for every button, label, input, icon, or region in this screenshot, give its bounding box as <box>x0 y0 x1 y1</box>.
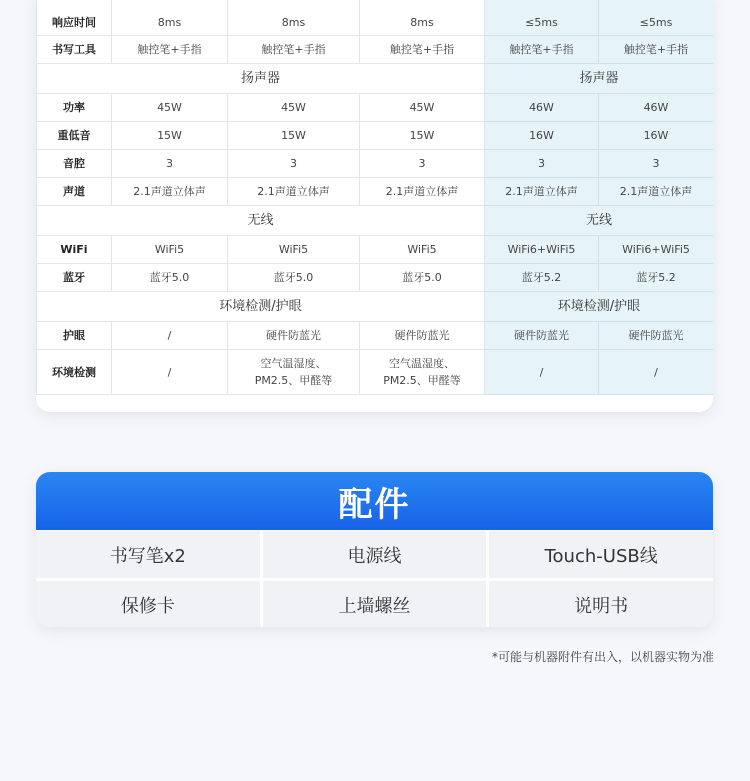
table-row-bluetooth <box>37 264 714 292</box>
section-row-eye <box>37 292 714 322</box>
table-row-bass <box>37 122 714 150</box>
cell: WiFi5 <box>360 236 485 264</box>
table-row-writing-tool <box>37 36 714 64</box>
accessory-item: 电源线 <box>263 531 487 578</box>
table-row-env <box>37 350 714 395</box>
cell-line: 空气温湿度、 <box>389 357 455 370</box>
cell: 蓝牙5.0 <box>112 264 228 292</box>
accessory-item: 书写笔x2 <box>36 531 260 578</box>
row-label: 书写工具 <box>37 36 112 64</box>
cell: 触控笔+手指 <box>485 36 599 64</box>
cell: 3 <box>228 150 360 178</box>
cell: 15W <box>228 122 360 150</box>
cell: 硬件防蓝光 <box>599 322 714 350</box>
cell: 15W <box>112 122 228 150</box>
section-title: 扬声器 <box>485 64 714 94</box>
accessory-item: 说明书 <box>489 581 713 627</box>
section-title: 无线 <box>485 206 714 236</box>
cell: 3 <box>485 150 599 178</box>
row-label: 响应时间 <box>37 0 112 36</box>
table-row-cavity <box>37 150 714 178</box>
spec-table <box>36 0 713 395</box>
cell: 3 <box>599 150 714 178</box>
accessories-header <box>36 472 713 530</box>
cell: 硬件防蓝光 <box>360 322 485 350</box>
table-row-response-time <box>37 0 714 36</box>
cell: 触控笔+手指 <box>360 36 485 64</box>
cell: 8ms <box>228 0 360 36</box>
cell: ≤5ms <box>599 0 714 36</box>
cell: 蓝牙5.2 <box>485 264 599 292</box>
row-label: 护眼 <box>37 322 112 350</box>
cell-line: PM2.5、甲醛等 <box>383 374 461 387</box>
accessories-grid <box>36 530 713 627</box>
table-row-power <box>37 94 714 122</box>
table-row-wifi <box>37 236 714 264</box>
cell: 硬件防蓝光 <box>485 322 599 350</box>
cell: ≤5ms <box>485 0 599 36</box>
section-title: 环境检测/护眼 <box>37 292 485 322</box>
row-label: 音腔 <box>37 150 112 178</box>
cell <box>360 350 485 395</box>
cell: 2.1声道立体声 <box>599 178 714 206</box>
cell: WiFi6+WiFi5 <box>485 236 599 264</box>
row-label: 环境检测 <box>37 350 112 395</box>
cell-line: 空气温湿度、 <box>260 357 327 370</box>
cell: 2.1声道立体声 <box>360 178 485 206</box>
cell: WiFi5 <box>228 236 360 264</box>
accessory-item: 保修卡 <box>36 581 260 627</box>
cell: 触控笔+手指 <box>112 36 228 64</box>
accessories-title: 配件 <box>338 484 411 525</box>
cell: 45W <box>360 94 485 122</box>
cell: 3 <box>112 150 228 178</box>
cell <box>228 350 360 395</box>
cell: 3 <box>360 150 485 178</box>
table-row-eye-care <box>37 322 714 350</box>
cell: / <box>599 350 714 395</box>
cell: 46W <box>485 94 599 122</box>
cell: / <box>112 322 228 350</box>
cell: 16W <box>485 122 599 150</box>
cell: / <box>112 350 228 395</box>
cell: 2.1声道立体声 <box>228 178 360 206</box>
disclaimer-note: *可能与机器附件有出入，以机器实物为准 <box>491 650 714 664</box>
cell: 45W <box>228 94 360 122</box>
accessory-item: Touch-USB线 <box>489 531 713 578</box>
row-label: 声道 <box>37 178 112 206</box>
cell: WiFi5 <box>112 236 228 264</box>
cell: 蓝牙5.2 <box>599 264 714 292</box>
row-label: WiFi <box>37 236 112 264</box>
cell: 8ms <box>360 0 485 36</box>
cell: WiFi6+WiFi5 <box>599 236 714 264</box>
cell: 蓝牙5.0 <box>360 264 485 292</box>
spec-table-card <box>36 0 713 412</box>
row-label: 功率 <box>37 94 112 122</box>
cell-line: PM2.5、甲醛等 <box>254 374 333 387</box>
cell: 15W <box>360 122 485 150</box>
cell: 8ms <box>112 0 228 36</box>
cell: 16W <box>599 122 714 150</box>
cell: 45W <box>112 94 228 122</box>
row-label: 重低音 <box>37 122 112 150</box>
cell: 触控笔+手指 <box>599 36 714 64</box>
cell: 触控笔+手指 <box>228 36 360 64</box>
cell: 2.1声道立体声 <box>485 178 599 206</box>
section-title: 扬声器 <box>37 64 485 94</box>
section-title: 无线 <box>37 206 485 236</box>
section-title: 环境检测/护眼 <box>485 292 714 322</box>
cell: / <box>485 350 599 395</box>
section-row-speaker <box>37 64 714 94</box>
accessories-card <box>36 472 713 627</box>
cell: 2.1声道立体声 <box>112 178 228 206</box>
accessory-item: 上墙螺丝 <box>263 581 487 627</box>
section-row-wireless <box>37 206 714 236</box>
cell: 46W <box>599 94 714 122</box>
cell: 蓝牙5.0 <box>228 264 360 292</box>
row-label: 蓝牙 <box>37 264 112 292</box>
cell: 硬件防蓝光 <box>228 322 360 350</box>
table-row-channel <box>37 178 714 206</box>
